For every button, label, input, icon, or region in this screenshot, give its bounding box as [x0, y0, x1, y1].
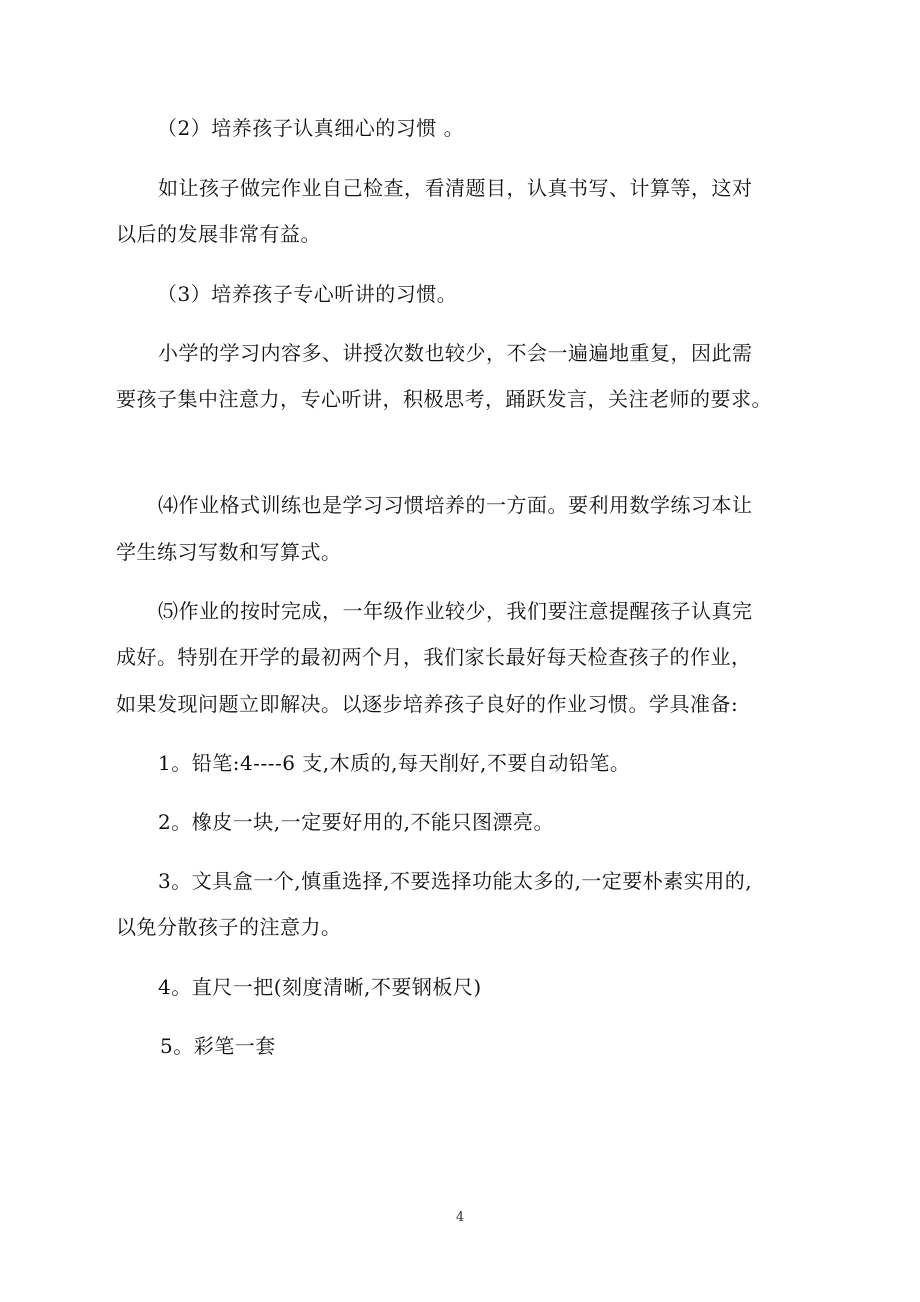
page-number: 4: [455, 1210, 465, 1225]
supply-item-3: 3。文具盒一个,慎重选择,不要选择功能太多的,一定要朴素实用的,: [158, 869, 753, 893]
heading-3: （3）培养孩子专心听讲的习惯。: [157, 282, 458, 306]
supply-item-5: 5。彩笔一套: [160, 1034, 276, 1058]
paragraph-line: ⑸作业的按时完成，一年级作业较少，我们要注意提醒孩子认真完: [158, 599, 753, 623]
paragraph-line: ⑷作业格式训练也是学习习惯培养的一方面。要利用数学练习本让: [158, 493, 753, 517]
paragraph-line: 要孩子集中注意力，专心听讲，积极思考，踊跃发言，关注老师的要求。: [116, 387, 772, 411]
heading-2: （2）培养孩子认真细心的习惯 。: [157, 116, 465, 140]
paragraph-line: 如果发现问题立即解决。以逐步培养孩子良好的作业习惯。学具准备:: [116, 692, 739, 716]
paragraph-line: 小学的学习内容多、讲授次数也较少，不会一遍遍地重复，因此需: [158, 341, 753, 365]
paragraph-line: 成好。特别在开学的最初两个月，我们家长最好每天检查孩子的作业，: [116, 645, 752, 669]
supply-item-4: 4。直尺一把(刻度清晰,不要钢板尺): [158, 975, 482, 999]
paragraph-line: 以后的发展非常有益。: [116, 222, 321, 246]
supply-item-2: 2。橡皮一块,一定要好用的,不能只图漂亮。: [158, 810, 554, 834]
supply-item-3-cont: 以免分散孩子的注意力。: [116, 915, 342, 939]
supply-item-1: 1。铅笔:4----6 支,木质的,每天削好,不要自动铅笔。: [158, 751, 631, 775]
paragraph-line: 如让孩子做完作业自己检查，看清题目，认真书写、计算等，这对: [158, 176, 753, 200]
paragraph-line: 学生练习写数和写算式。: [116, 540, 342, 564]
